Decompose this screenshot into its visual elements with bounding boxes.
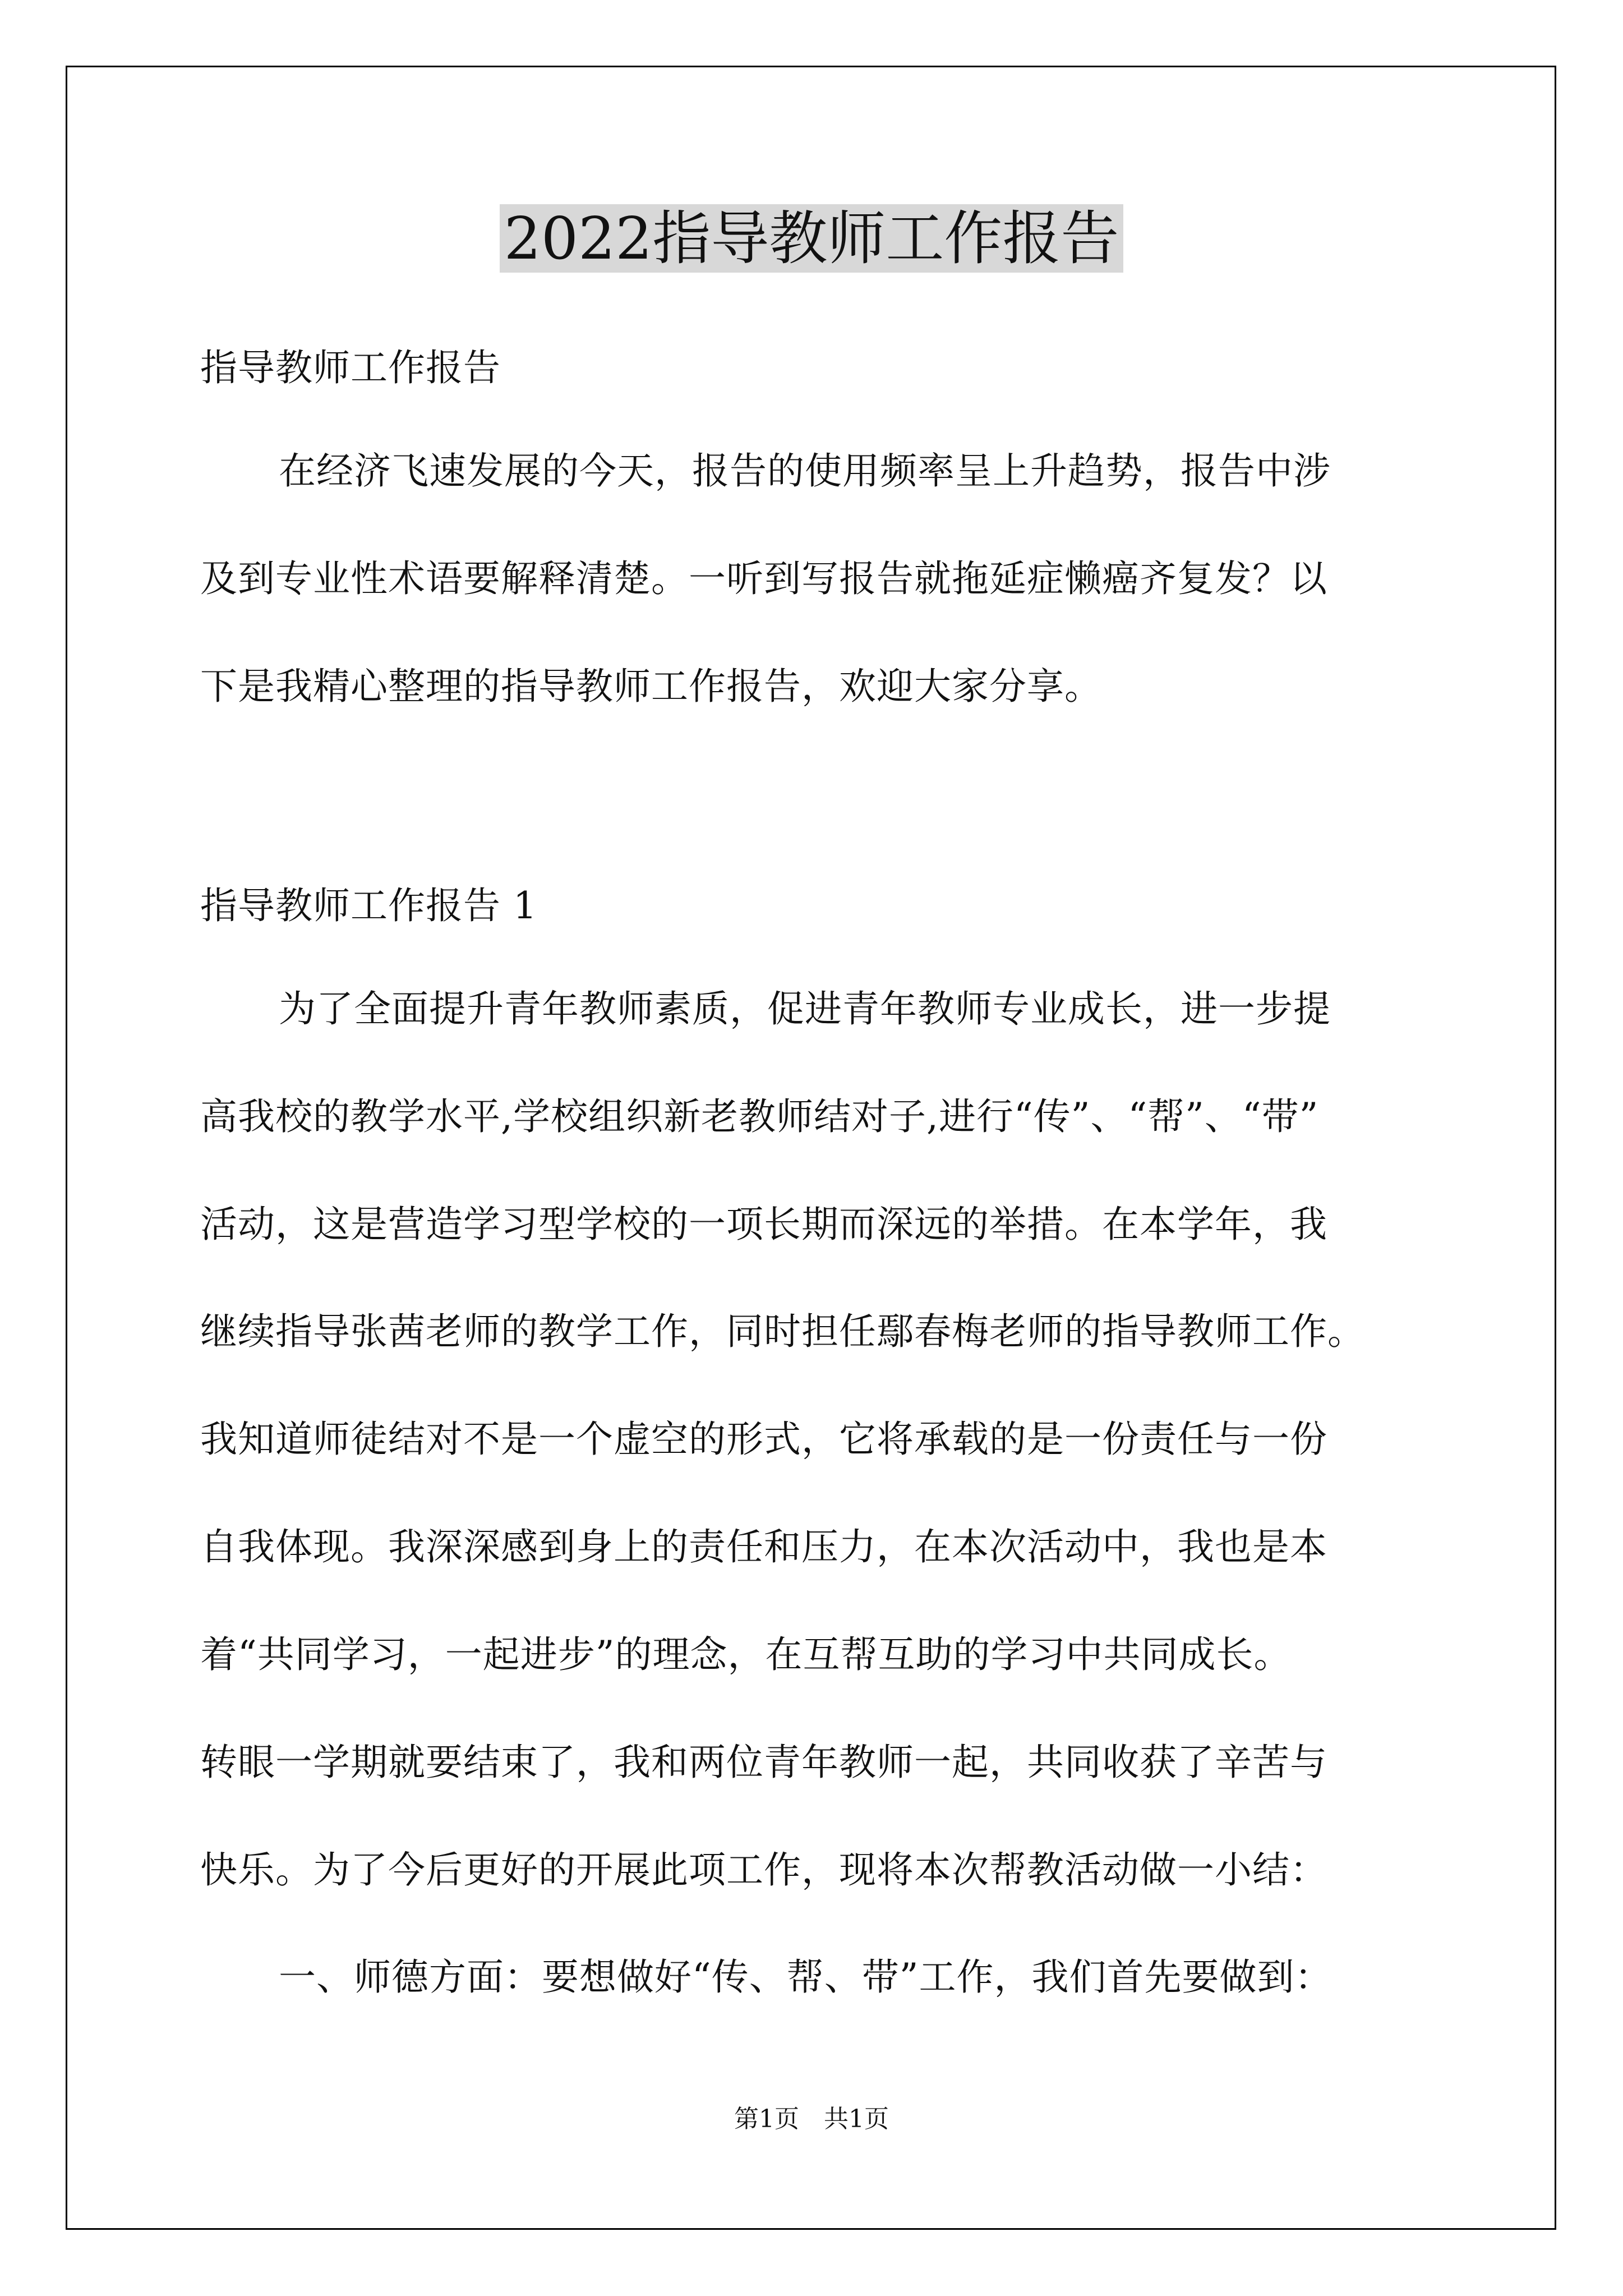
intro-line: 在经济飞速发展的今天，报告的使用频率呈上升趋势，报告中涉 [279,449,1331,493]
document-title-text: 2022指导教师工作报告 [500,204,1124,273]
body-line: 自我体现。我深深感到身上的责任和压力，在本次活动中，我也是本 [200,1525,1327,1568]
body-line: 一、师德方面：要想做好“传、帮、带”工作，我们首先要做到： [279,1955,1332,1999]
body-line: 我知道师徒结对不是一个虚空的形式，它将承载的是一份责任与一份 [200,1418,1327,1461]
page-footer: 第1页 共1页 [734,2105,889,2133]
body-line: 为了全面提升青年教师素质，促进青年教师专业成长，进一步提 [279,987,1331,1030]
body-line: 快乐。为了今后更好的开展此项工作，现将本次帮教活动做一小结： [200,1848,1327,1892]
body-line: 高我校的教学水平,学校组织新老教师结对子,进行“传”、“帮”、“带” [200,1095,1319,1138]
heading-line: 指导教师工作报告 [200,346,501,389]
body-line: 继续指导张茜老师的教学工作，同时担任鄢春梅老师的指导教师工作。 [200,1310,1365,1353]
section-heading: 指导教师工作报告 1 [200,884,537,927]
body-line: 着“共同学习，一起进步”的理念，在互帮互助的学习中共同成长。 [200,1633,1292,1676]
intro-line: 及到专业性术语要解释清楚。一听到写报告就拖延症懒癌齐复发？以 [200,557,1327,600]
body-line: 活动，这是营造学习型学校的一项长期而深远的举措。在本学年，我 [200,1203,1327,1246]
body-line: 转眼一学期就要结束了，我和两位青年教师一起，共同收获了辛苦与 [200,1741,1327,1784]
document-title [0,199,1623,278]
intro-line: 下是我精心整理的指导教师工作报告，欢迎大家分享。 [200,665,1102,708]
